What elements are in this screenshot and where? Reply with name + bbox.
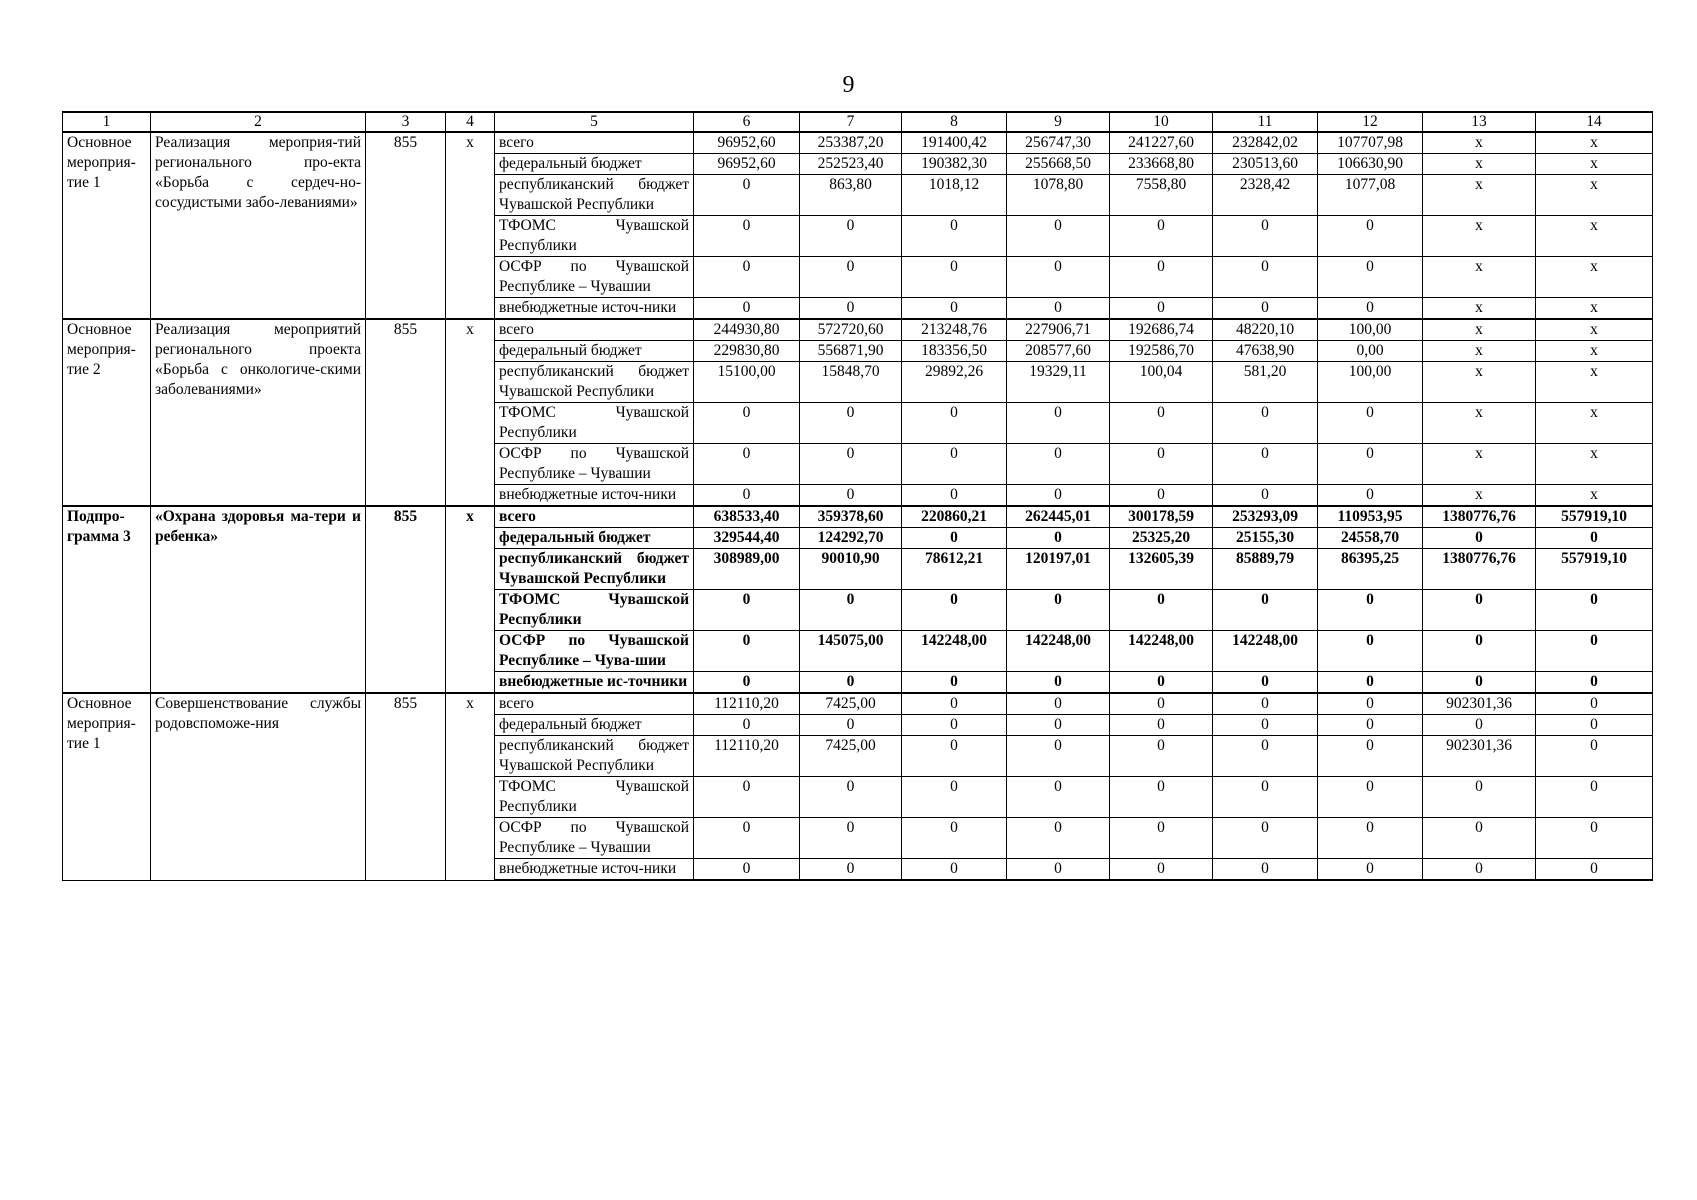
amount-cell: 112110,20	[694, 736, 800, 777]
funding-source-cell: внебюджетные ис-точники	[495, 672, 694, 694]
column-header: 2	[151, 112, 366, 132]
amount-cell: 0	[902, 736, 1007, 777]
amount-cell: 0	[1423, 715, 1536, 736]
amount-cell: 1077,08	[1318, 175, 1423, 216]
amount-cell: 0	[800, 444, 902, 485]
amount-cell: 0	[800, 672, 902, 694]
amount-cell: x	[1536, 175, 1653, 216]
funding-source-cell: внебюджетные источ-ники	[495, 485, 694, 507]
amount-cell: 241227,60	[1110, 132, 1213, 154]
column-4-cell: x	[446, 506, 495, 693]
amount-cell: 0	[1007, 444, 1110, 485]
amount-cell: 572720,60	[800, 319, 902, 341]
amount-cell: x	[1536, 154, 1653, 175]
amount-cell: 124292,70	[800, 528, 902, 549]
amount-cell: 581,20	[1213, 362, 1318, 403]
amount-cell: 0	[1318, 444, 1423, 485]
amount-cell: 0	[1213, 715, 1318, 736]
amount-cell: 0	[1213, 818, 1318, 859]
funding-source-cell: ОСФР по Чувашской Республике – Чувашии	[495, 818, 694, 859]
amount-cell: 190382,30	[902, 154, 1007, 175]
code-cell: 855	[366, 319, 446, 506]
funding-source-cell: внебюджетные источ-ники	[495, 859, 694, 881]
amount-cell: 132605,39	[1110, 549, 1213, 590]
budget-table	[62, 111, 1653, 881]
amount-cell: 19329,11	[1007, 362, 1110, 403]
amount-cell: 85889,79	[1213, 549, 1318, 590]
amount-cell: 0	[1110, 590, 1213, 631]
amount-cell: 0	[1007, 859, 1110, 881]
amount-cell: 47638,90	[1213, 341, 1318, 362]
amount-cell: x	[1423, 257, 1536, 298]
funding-source-cell: внебюджетные источ-ники	[495, 298, 694, 320]
amount-cell: 0	[1110, 777, 1213, 818]
amount-cell: 0	[1213, 590, 1318, 631]
amount-cell: 0	[800, 403, 902, 444]
amount-cell: 0	[902, 590, 1007, 631]
amount-cell: 142248,00	[902, 631, 1007, 672]
column-header: 10	[1110, 112, 1213, 132]
amount-cell: 0	[1536, 631, 1653, 672]
amount-cell: 0	[694, 298, 800, 320]
column-header: 11	[1213, 112, 1318, 132]
amount-cell: 0	[1536, 859, 1653, 881]
amount-cell: 100,00	[1318, 319, 1423, 341]
amount-cell: x	[1423, 485, 1536, 507]
amount-cell: 0	[902, 216, 1007, 257]
amount-cell: 0	[800, 216, 902, 257]
amount-cell: 0	[1007, 777, 1110, 818]
amount-cell: x	[1536, 257, 1653, 298]
funding-source-cell: республиканский бюджет Чувашской Республики	[495, 549, 694, 590]
amount-cell: 1380776,76	[1423, 549, 1536, 590]
amount-cell: 0	[1423, 859, 1536, 881]
table-group	[63, 506, 1653, 693]
amount-cell: 0	[1318, 298, 1423, 320]
amount-cell: 142248,00	[1110, 631, 1213, 672]
item-name-cell: Подпро-грамма 3	[63, 506, 151, 693]
amount-cell: x	[1423, 444, 1536, 485]
amount-cell: 0	[1536, 715, 1653, 736]
item-description-cell: «Охрана здоровья ма-тери и ребенка»	[151, 506, 366, 693]
amount-cell: 0	[1536, 528, 1653, 549]
amount-cell: 0	[1007, 693, 1110, 715]
amount-cell: x	[1423, 132, 1536, 154]
amount-cell: 0	[800, 715, 902, 736]
amount-cell: 0	[800, 590, 902, 631]
amount-cell: x	[1423, 403, 1536, 444]
amount-cell: 0	[902, 403, 1007, 444]
amount-cell: 0	[1110, 298, 1213, 320]
amount-cell: 308989,00	[694, 549, 800, 590]
column-header: 7	[800, 112, 902, 132]
amount-cell: 229830,80	[694, 341, 800, 362]
item-description-cell: Реализация мероприятий регионального проекта «Борьба с онкологиче-скими заболеваниями»	[151, 319, 366, 506]
code-cell: 855	[366, 506, 446, 693]
amount-cell: 0	[1007, 715, 1110, 736]
amount-cell: 253293,09	[1213, 506, 1318, 528]
amount-cell: 0	[1110, 444, 1213, 485]
amount-cell: 7425,00	[800, 736, 902, 777]
amount-cell: 0	[694, 818, 800, 859]
amount-cell: 0	[1318, 631, 1423, 672]
amount-cell: 0	[1007, 818, 1110, 859]
amount-cell: 1078,80	[1007, 175, 1110, 216]
amount-cell: 0	[1536, 777, 1653, 818]
amount-cell: 90010,90	[800, 549, 902, 590]
amount-cell: 100,00	[1318, 362, 1423, 403]
amount-cell: 556871,90	[800, 341, 902, 362]
funding-source-cell: всего	[495, 319, 694, 341]
amount-cell: 142248,00	[1007, 631, 1110, 672]
amount-cell: 145075,00	[800, 631, 902, 672]
amount-cell: 0	[902, 485, 1007, 507]
amount-cell: 15848,70	[800, 362, 902, 403]
amount-cell: 256747,30	[1007, 132, 1110, 154]
amount-cell: 0	[1318, 859, 1423, 881]
amount-cell: 863,80	[800, 175, 902, 216]
amount-cell: 0	[1213, 403, 1318, 444]
amount-cell: x	[1423, 341, 1536, 362]
amount-cell: 0	[694, 715, 800, 736]
column-number-row	[63, 112, 1653, 132]
funding-source-cell: республиканский бюджет Чувашской Республики	[495, 362, 694, 403]
table-row	[63, 132, 1653, 154]
amount-cell: 0	[1213, 859, 1318, 881]
amount-cell: 0	[1423, 777, 1536, 818]
amount-cell: 0	[1110, 736, 1213, 777]
funding-source-cell: ТФОМС Чувашской Республики	[495, 590, 694, 631]
amount-cell: 0	[1110, 403, 1213, 444]
amount-cell: 227906,71	[1007, 319, 1110, 341]
item-description-cell: Реализация мероприя-тий регионального про-екта «Борьба с сердеч-но-сосудистыми забо-леваниями»	[151, 132, 366, 319]
amount-cell: 0	[1110, 485, 1213, 507]
column-header: 8	[902, 112, 1007, 132]
amount-cell: 0	[1318, 590, 1423, 631]
amount-cell: 0	[1110, 216, 1213, 257]
amount-cell: 100,04	[1110, 362, 1213, 403]
table-row	[63, 506, 1653, 528]
funding-source-cell: республиканский бюджет Чувашской Республики	[495, 175, 694, 216]
amount-cell: 0	[1213, 485, 1318, 507]
amount-cell: 24558,70	[1318, 528, 1423, 549]
amount-cell: 0	[1318, 216, 1423, 257]
amount-cell: 2328,42	[1213, 175, 1318, 216]
item-description-cell: Совершенствование службы родовспоможе-ния	[151, 693, 366, 880]
column-4-cell: x	[446, 132, 495, 319]
funding-source-cell: ОСФР по Чувашской Республике – Чува-шии	[495, 631, 694, 672]
amount-cell: 0	[902, 777, 1007, 818]
amount-cell: 359378,60	[800, 506, 902, 528]
amount-cell: 112110,20	[694, 693, 800, 715]
amount-cell: 0	[1007, 485, 1110, 507]
amount-cell: 192686,74	[1110, 319, 1213, 341]
amount-cell: 0	[1213, 736, 1318, 777]
amount-cell: 213248,76	[902, 319, 1007, 341]
amount-cell: x	[1423, 298, 1536, 320]
funding-source-cell: ОСФР по Чувашской Республике – Чувашии	[495, 444, 694, 485]
amount-cell: 557919,10	[1536, 506, 1653, 528]
code-cell: 855	[366, 132, 446, 319]
amount-cell: 0	[1318, 403, 1423, 444]
amount-cell: 0	[800, 818, 902, 859]
amount-cell: 192586,70	[1110, 341, 1213, 362]
amount-cell: x	[1423, 175, 1536, 216]
amount-cell: 0	[902, 528, 1007, 549]
amount-cell: 0	[1423, 590, 1536, 631]
amount-cell: 106630,90	[1318, 154, 1423, 175]
amount-cell: 0	[1213, 298, 1318, 320]
amount-cell: 15100,00	[694, 362, 800, 403]
amount-cell: 329544,40	[694, 528, 800, 549]
funding-source-cell: федеральный бюджет	[495, 528, 694, 549]
amount-cell: 252523,40	[800, 154, 902, 175]
amount-cell: 0	[694, 631, 800, 672]
amount-cell: 0	[800, 485, 902, 507]
amount-cell: 78612,21	[902, 549, 1007, 590]
funding-source-cell: ОСФР по Чувашской Республике – Чувашии	[495, 257, 694, 298]
amount-cell: x	[1536, 444, 1653, 485]
amount-cell: 0	[1536, 672, 1653, 694]
column-header: 3	[366, 112, 446, 132]
amount-cell: 7558,80	[1110, 175, 1213, 216]
amount-cell: 0	[1318, 715, 1423, 736]
column-header: 9	[1007, 112, 1110, 132]
amount-cell: 0	[694, 175, 800, 216]
amount-cell: 255668,50	[1007, 154, 1110, 175]
amount-cell: 0	[1007, 672, 1110, 694]
amount-cell: x	[1536, 319, 1653, 341]
amount-cell: 220860,21	[902, 506, 1007, 528]
amount-cell: 0	[694, 444, 800, 485]
column-4-cell: x	[446, 319, 495, 506]
amount-cell: 0	[1318, 736, 1423, 777]
amount-cell: 0	[800, 859, 902, 881]
amount-cell: 0	[1318, 672, 1423, 694]
amount-cell: 96952,60	[694, 154, 800, 175]
amount-cell: 48220,10	[1213, 319, 1318, 341]
funding-source-cell: федеральный бюджет	[495, 715, 694, 736]
amount-cell: 0	[1318, 693, 1423, 715]
amount-cell: 1018,12	[902, 175, 1007, 216]
amount-cell: 233668,80	[1110, 154, 1213, 175]
funding-source-cell: всего	[495, 132, 694, 154]
column-4-cell: x	[446, 693, 495, 880]
amount-cell: 0	[902, 715, 1007, 736]
amount-cell: 0	[1536, 736, 1653, 777]
funding-source-cell: всего	[495, 506, 694, 528]
amount-cell: 29892,26	[902, 362, 1007, 403]
page-number: 9	[842, 72, 855, 98]
funding-source-cell: ТФОМС Чувашской Республики	[495, 403, 694, 444]
amount-cell: 0	[1110, 818, 1213, 859]
column-header: 6	[694, 112, 800, 132]
amount-cell: 0	[1536, 818, 1653, 859]
amount-cell: 0	[1110, 672, 1213, 694]
amount-cell: 0	[1318, 777, 1423, 818]
amount-cell: 0	[902, 818, 1007, 859]
table-group	[63, 693, 1653, 880]
amount-cell: 0	[1110, 257, 1213, 298]
column-header: 12	[1318, 112, 1423, 132]
column-header: 1	[63, 112, 151, 132]
amount-cell: x	[1536, 341, 1653, 362]
amount-cell: 0	[1007, 216, 1110, 257]
amount-cell: 0	[1007, 528, 1110, 549]
amount-cell: 0	[902, 298, 1007, 320]
amount-cell: 0	[694, 777, 800, 818]
amount-cell: 110953,95	[1318, 506, 1423, 528]
table-group	[63, 319, 1653, 506]
amount-cell: 142248,00	[1213, 631, 1318, 672]
amount-cell: 0	[1318, 257, 1423, 298]
amount-cell: 96952,60	[694, 132, 800, 154]
amount-cell: 25155,30	[1213, 528, 1318, 549]
amount-cell: 86395,25	[1318, 549, 1423, 590]
amount-cell: x	[1423, 154, 1536, 175]
column-header: 13	[1423, 112, 1536, 132]
amount-cell: 107707,98	[1318, 132, 1423, 154]
item-name-cell: Основное мероприя-тие 1	[63, 132, 151, 319]
amount-cell: 262445,01	[1007, 506, 1110, 528]
amount-cell: 0	[1423, 528, 1536, 549]
amount-cell: 230513,60	[1213, 154, 1318, 175]
amount-cell: 0	[694, 485, 800, 507]
funding-source-cell: федеральный бюджет	[495, 341, 694, 362]
amount-cell: 0	[1110, 859, 1213, 881]
amount-cell: x	[1536, 403, 1653, 444]
amount-cell: x	[1536, 132, 1653, 154]
funding-source-cell: федеральный бюджет	[495, 154, 694, 175]
table-group	[63, 132, 1653, 319]
amount-cell: 902301,36	[1423, 693, 1536, 715]
amount-cell: 0	[694, 672, 800, 694]
amount-cell: 0	[694, 590, 800, 631]
amount-cell: 0	[694, 216, 800, 257]
amount-cell: x	[1423, 362, 1536, 403]
amount-cell: 0	[1007, 736, 1110, 777]
amount-cell: 208577,60	[1007, 341, 1110, 362]
amount-cell: 0	[1318, 818, 1423, 859]
funding-source-cell: ТФОМС Чувашской Республики	[495, 216, 694, 257]
amount-cell: 0	[1213, 257, 1318, 298]
funding-source-cell: республиканский бюджет Чувашской Республики	[495, 736, 694, 777]
amount-cell: 0	[1536, 693, 1653, 715]
amount-cell: x	[1423, 216, 1536, 257]
amount-cell: 0	[902, 257, 1007, 298]
amount-cell: 244930,80	[694, 319, 800, 341]
amount-cell: 0	[694, 403, 800, 444]
table-row	[63, 693, 1653, 715]
amount-cell: 902301,36	[1423, 736, 1536, 777]
amount-cell: 0	[1213, 693, 1318, 715]
amount-cell: 1380776,76	[1423, 506, 1536, 528]
amount-cell: 0	[902, 859, 1007, 881]
amount-cell: 191400,42	[902, 132, 1007, 154]
amount-cell: 0	[1007, 403, 1110, 444]
amount-cell: 0	[800, 257, 902, 298]
amount-cell: 0	[1213, 216, 1318, 257]
amount-cell: x	[1536, 485, 1653, 507]
item-name-cell: Основное мероприя-тие 2	[63, 319, 151, 506]
column-header: 5	[495, 112, 694, 132]
amount-cell: 0	[1423, 631, 1536, 672]
amount-cell: 0	[1007, 590, 1110, 631]
amount-cell: 0,00	[1318, 341, 1423, 362]
amount-cell: 232842,02	[1213, 132, 1318, 154]
table-row	[63, 319, 1653, 341]
column-header: 4	[446, 112, 495, 132]
amount-cell: 300178,59	[1110, 506, 1213, 528]
amount-cell: 120197,01	[1007, 549, 1110, 590]
amount-cell: 0	[800, 777, 902, 818]
amount-cell: 0	[1536, 590, 1653, 631]
amount-cell: 557919,10	[1536, 549, 1653, 590]
amount-cell: 0	[1213, 444, 1318, 485]
amount-cell: 0	[694, 859, 800, 881]
amount-cell: 0	[1110, 693, 1213, 715]
amount-cell: 0	[1110, 715, 1213, 736]
amount-cell: 0	[1423, 818, 1536, 859]
amount-cell: 0	[902, 444, 1007, 485]
amount-cell: 0	[902, 672, 1007, 694]
funding-source-cell: всего	[495, 693, 694, 715]
amount-cell: 638533,40	[694, 506, 800, 528]
amount-cell: 0	[694, 257, 800, 298]
amount-cell: x	[1536, 216, 1653, 257]
amount-cell: 0	[1213, 672, 1318, 694]
amount-cell: 0	[1213, 777, 1318, 818]
amount-cell: x	[1536, 362, 1653, 403]
amount-cell: 183356,50	[902, 341, 1007, 362]
amount-cell: 0	[1007, 257, 1110, 298]
amount-cell: 0	[1423, 672, 1536, 694]
amount-cell: 0	[1318, 485, 1423, 507]
funding-source-cell: ТФОМС Чувашской Республики	[495, 777, 694, 818]
code-cell: 855	[366, 693, 446, 880]
amount-cell: 25325,20	[1110, 528, 1213, 549]
amount-cell: 253387,20	[800, 132, 902, 154]
column-header: 14	[1536, 112, 1653, 132]
amount-cell: 0	[800, 298, 902, 320]
amount-cell: x	[1423, 319, 1536, 341]
amount-cell: 0	[902, 693, 1007, 715]
amount-cell: 0	[1007, 298, 1110, 320]
amount-cell: 7425,00	[800, 693, 902, 715]
item-name-cell: Основное мероприя-тие 1	[63, 693, 151, 880]
amount-cell: x	[1536, 298, 1653, 320]
